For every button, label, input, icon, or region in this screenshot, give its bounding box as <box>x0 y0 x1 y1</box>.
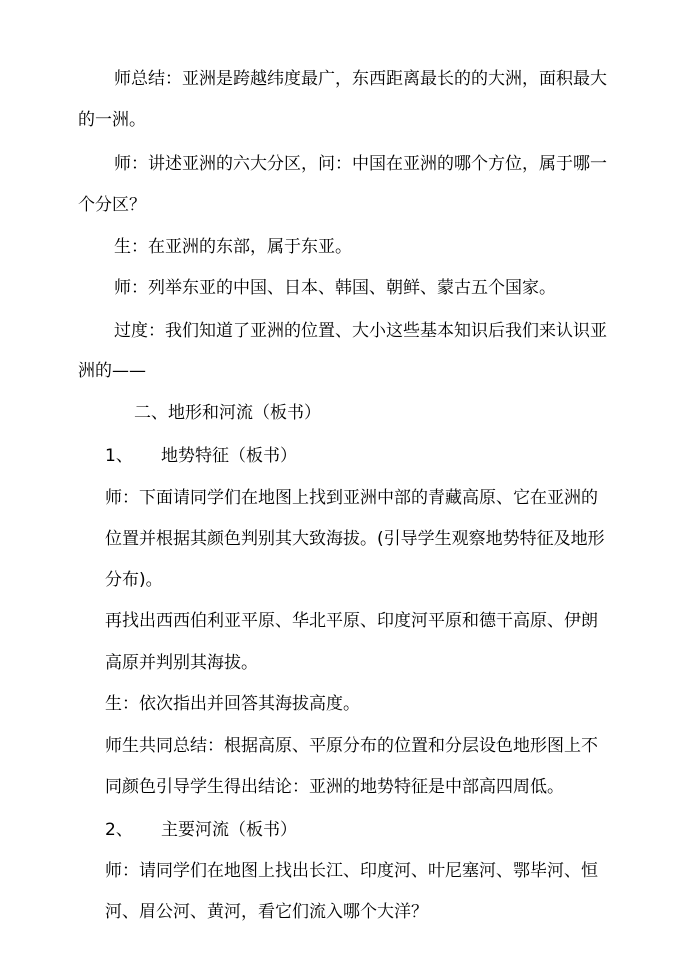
teacher-line-4: 师：下面请同学们在地图上找到亚洲中部的青藏高原、它在亚洲的 <box>105 488 598 508</box>
student-line-2: 生：依次指出并回答其海拔高度。 <box>105 694 360 714</box>
teacher-line-1: 师：讲述亚洲的六大分区，问：中国在亚洲的哪个方位，属于哪一 <box>114 154 607 174</box>
teacher-line-6: 分布)。 <box>105 570 163 590</box>
summary-line-2: 的一洲。 <box>78 110 146 130</box>
instruction-line-2: 高原并判别其海拔。 <box>105 653 258 673</box>
transition-line-2: 洲的—— <box>78 361 146 381</box>
teacher-line-2: 个分区？ <box>78 195 146 215</box>
joint-summary-line-1: 师生共同总结：根据高原、平原分布的位置和分层设色地形图上不 <box>105 736 598 756</box>
instruction-line-1: 再找出西西伯利亚平原、华北平原、印度河平原和德干高原、伊朗 <box>105 611 598 631</box>
teacher-line-7: 师：请同学们在地图上找出长江、印度河、叶尼塞河、鄂毕河、恒 <box>105 861 598 881</box>
student-line-1: 生：在亚洲的东部，属于东亚。 <box>114 237 352 257</box>
teacher-line-3: 师：列举东亚的中国、日本、韩国、朝鲜、蒙古五个国家。 <box>114 278 556 298</box>
subsection-title-1: 地势特征（板书） <box>161 446 297 466</box>
subsection-number-1: 1、 <box>105 446 133 466</box>
joint-summary-line-2: 同颜色引导学生得出结论：亚洲的地势特征是中部高四周低。 <box>105 777 564 797</box>
teacher-line-8: 河、眉公河、黄河，看它们流入哪个大洋？ <box>105 902 428 922</box>
transition-line-1: 过度：我们知道了亚洲的位置、大小这些基本知识后我们来认识亚 <box>114 321 607 341</box>
teacher-line-5: 位置并根据其颜色判别其大致海拔。(引导学生观察地势特征及地形 <box>105 529 605 549</box>
subsection-title-2: 主要河流（板书） <box>161 820 297 840</box>
section-heading: 二、地形和河流（板书） <box>134 403 321 423</box>
summary-line-1: 师总结：亚洲是跨越纬度最广，东西距离最长的的大洲，面积最大 <box>114 69 607 89</box>
subsection-number-2: 2、 <box>105 820 133 840</box>
